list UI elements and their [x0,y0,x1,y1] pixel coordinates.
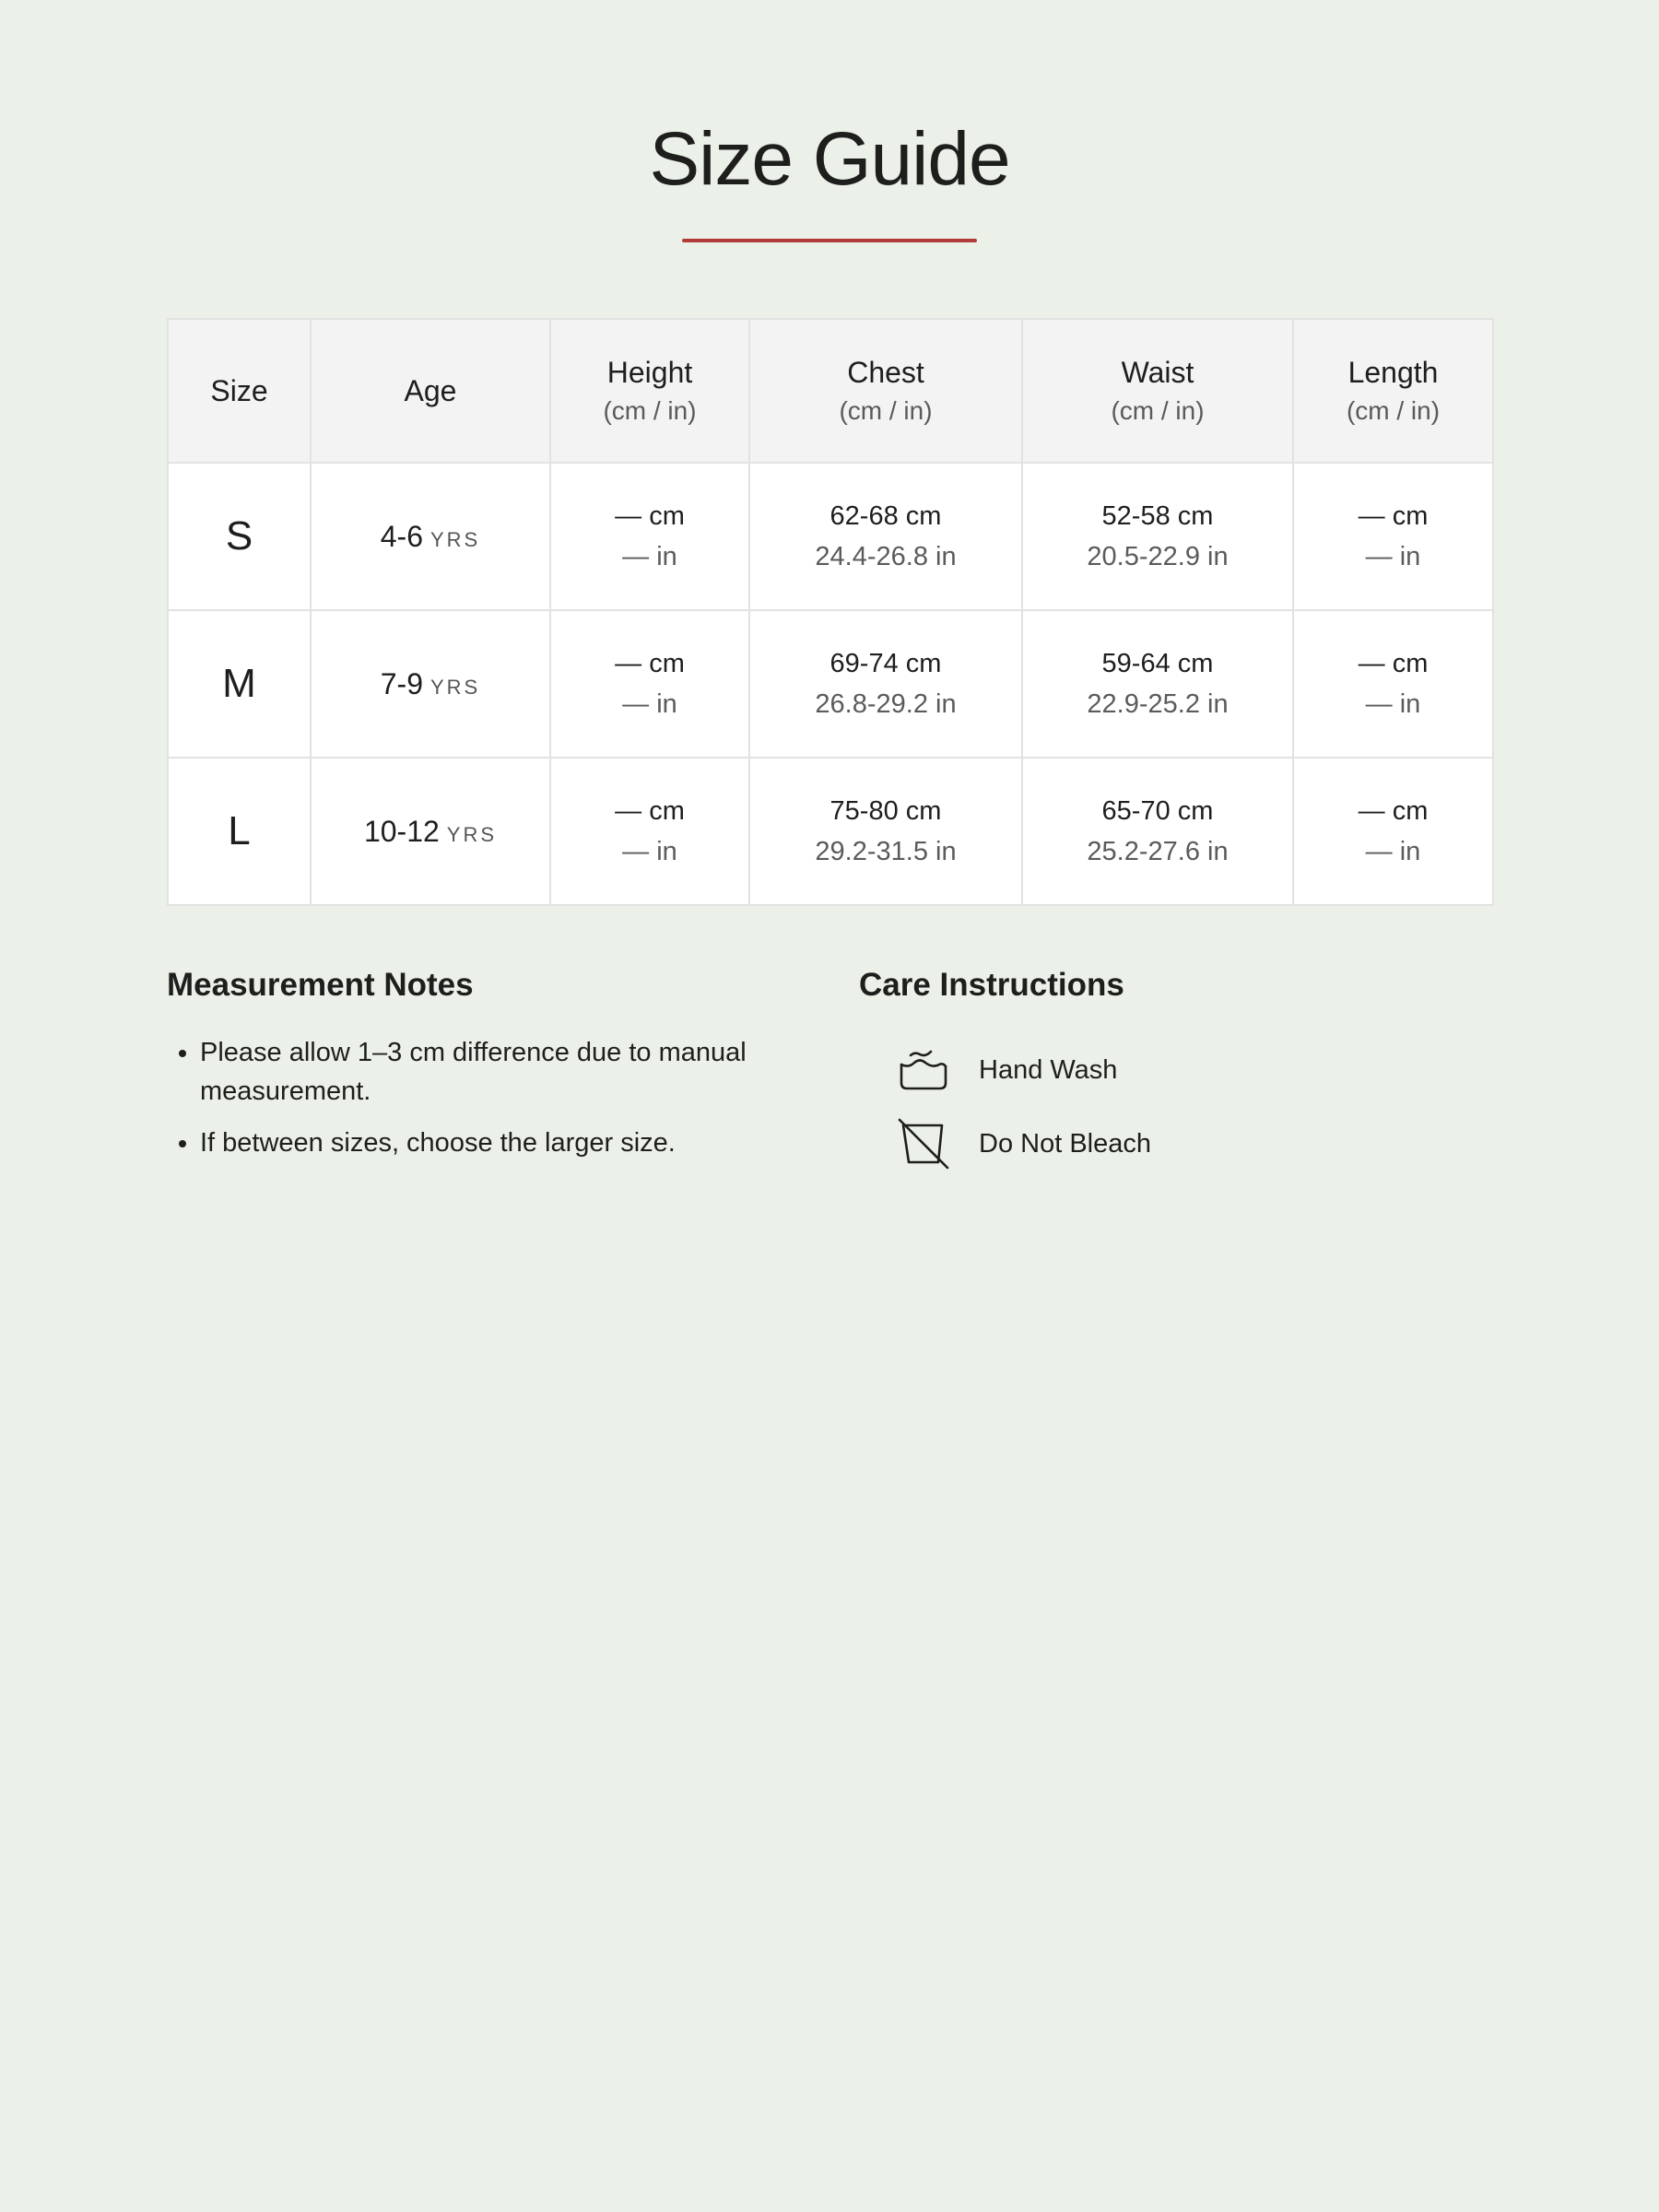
height-in: — in [622,542,677,571]
list-item: • If between sizes, choose the larger size. [200,1124,812,1162]
length-in: — in [1365,837,1421,866]
waist-cell [1022,610,1293,758]
size-cell [168,758,311,905]
age-cell [311,463,550,610]
header-label: Length [1347,356,1439,389]
header-age [311,319,550,463]
length-cm: — cm [1358,649,1429,678]
header-waist [1022,319,1293,463]
chest-cell [749,463,1022,610]
table-row [168,758,1493,905]
hand-wash-icon [898,1044,949,1096]
chest-cm: 69-74 cm [830,649,942,678]
table-row [168,610,1493,758]
care-label: Hand Wash [979,1054,1118,1085]
age-unit: YRS [430,527,481,551]
age-unit: YRS [430,675,481,699]
age-value: 7-9 [380,666,423,700]
waist-cell [1022,463,1293,610]
length-cm: — cm [1358,501,1429,531]
page-title: Size Guide [649,117,1010,201]
height-cm: — cm [615,649,685,678]
chest-cell [749,610,1022,758]
age-unit: YRS [446,822,498,846]
height-cell [550,463,749,610]
notes-list [167,1033,812,1162]
waist-in: 22.9-25.2 in [1087,689,1229,719]
size-cell [168,610,311,758]
height-cell [550,610,749,758]
header-height [550,319,749,463]
age-cell [311,610,550,758]
length-cell [1293,463,1493,610]
chest-cm: 62-68 cm [830,501,942,531]
header-label: Size [210,374,268,407]
header-label: Height [606,356,693,389]
waist-in: 25.2-27.6 in [1087,837,1229,866]
length-cell [1293,758,1493,905]
height-cell [550,758,749,905]
care-item-do-not-bleach [898,1107,1504,1181]
waist-cm: 65-70 cm [1101,796,1214,826]
height-in: — in [622,837,677,866]
age-value: 10-12 [363,814,440,848]
header-length [1293,319,1493,463]
care-title: Care Instructions [859,967,1124,1003]
care-label: Do Not Bleach [979,1128,1151,1159]
chest-cell [749,758,1022,905]
chest-in: 24.4-26.8 in [815,542,957,571]
length-in: — in [1365,689,1421,719]
waist-cell [1022,758,1293,905]
header-label: Age [404,374,457,407]
size-table [167,318,1494,906]
age-value: 4-6 [380,519,423,553]
care-instructions [859,963,1504,1181]
chest-in: 29.2-31.5 in [815,837,957,866]
height-in: — in [622,689,677,719]
height-cm: — cm [615,501,685,531]
header-label: Chest [847,356,924,389]
size-letter: S [225,513,253,559]
header-size [168,319,311,463]
header-label: Waist [1121,356,1194,389]
notes-title: Measurement Notes [167,967,474,1003]
list-item: • Please allow 1–3 cm difference due to manual measurement. [200,1033,812,1111]
header-unit: (cm / in) [603,396,697,425]
length-cm: — cm [1358,796,1429,826]
size-cell [168,463,311,610]
care-item-hand-wash [898,1033,1504,1107]
waist-in: 20.5-22.9 in [1087,542,1229,571]
header-unit: (cm / in) [839,396,933,425]
length-in: — in [1365,542,1421,571]
table-header-row [168,319,1493,463]
age-cell [311,758,550,905]
waist-cm: 59-64 cm [1101,649,1214,678]
waist-cm: 52-58 cm [1101,501,1214,531]
table-row [168,463,1493,610]
header-unit: (cm / in) [1111,396,1205,425]
height-cm: — cm [615,796,685,826]
header-unit: (cm / in) [1346,396,1441,425]
measurement-notes [167,963,812,1175]
size-letter: L [228,808,251,853]
length-cell [1293,610,1493,758]
chest-cm: 75-80 cm [830,796,942,826]
chest-in: 26.8-29.2 in [815,689,957,719]
header-chest [749,319,1022,463]
size-letter: M [222,661,256,706]
do-not-bleach-icon [898,1118,949,1170]
title-underline [682,239,977,242]
